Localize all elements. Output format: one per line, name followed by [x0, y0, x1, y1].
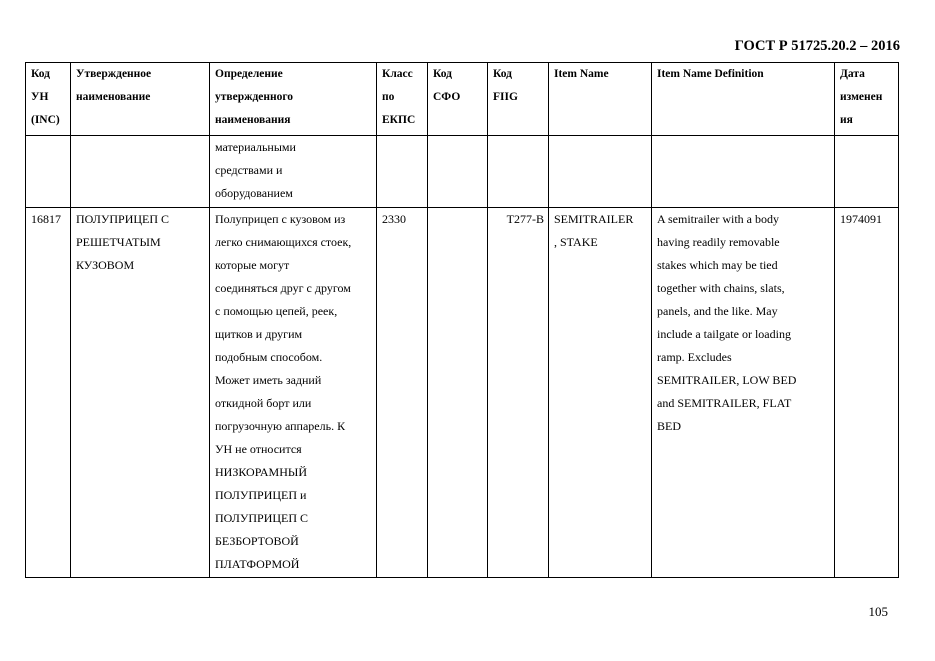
- cell-item-name: SEMITRAILER , STAKE: [549, 208, 652, 578]
- page-number: 105: [868, 604, 888, 619]
- cell-fiig-code: T277-B: [488, 208, 549, 578]
- cell-item-name-definition: [652, 136, 835, 208]
- col-header-inc: Код УН (INC): [26, 63, 71, 136]
- cell-inc: 16817: [26, 208, 71, 578]
- cell-ekps-class: 2330: [377, 208, 428, 578]
- cell-sfo-code: [428, 208, 488, 578]
- cell-change-date: [835, 136, 899, 208]
- col-header-item-name-definition: Item Name Definition: [652, 63, 835, 136]
- col-header-approved-name: Утвержденное наименование: [71, 63, 210, 136]
- col-header-item-name: Item Name: [549, 63, 652, 136]
- col-header-change-date: Дата изменен ия: [835, 63, 899, 136]
- cell-approved-name: [71, 136, 210, 208]
- cell-inc: [26, 136, 71, 208]
- table-row-continuation: [26, 136, 899, 208]
- cell-change-date: 1974091: [835, 208, 899, 578]
- cell-definition: материальными средствами и оборудованием: [210, 136, 377, 208]
- cell-sfo-code: [428, 136, 488, 208]
- cell-item-name: [549, 136, 652, 208]
- cell-item-name-definition: A semitrailer with a body having readily removable stakes which may be tied together with chains, slats, panels, and the like. May include a tailgate or loading ramp. Excludes SEMITRAILER, LOW BED and SEMITRAILER, FLAT BED: [652, 208, 835, 578]
- item-name-table: [25, 62, 899, 578]
- table-row: [26, 208, 899, 578]
- table-header-row: [26, 63, 899, 136]
- cell-ekps-class: [377, 136, 428, 208]
- cell-definition: Полуприцеп с кузовом из легко снимающихся стоек, которые могут соединяться друг с другом с помощью цепей, реек, щитков и другим подобным способом. Может иметь задний откидной борт или погрузочную аппарель. К УН не относится НИЗКОРАМНЫЙ ПОЛУПРИЦЕП и ПОЛУПРИЦЕП С БЕЗБОРТОВОЙ ПЛАТФОРМОЙ: [210, 208, 377, 578]
- document-standard-header: ГОСТ Р 51725.20.2 – 2016: [734, 38, 900, 54]
- cell-fiig-code: [488, 136, 549, 208]
- col-header-ekps-class: Класс по ЕКПС: [377, 63, 428, 136]
- col-header-definition: Определение утвержденного наименования: [210, 63, 377, 136]
- col-header-fiig-code: Код FIIG: [488, 63, 549, 136]
- cell-approved-name: ПОЛУПРИЦЕП С РЕШЕТЧАТЫМ КУЗОВОМ: [71, 208, 210, 578]
- col-header-sfo-code: Код СФО: [428, 63, 488, 136]
